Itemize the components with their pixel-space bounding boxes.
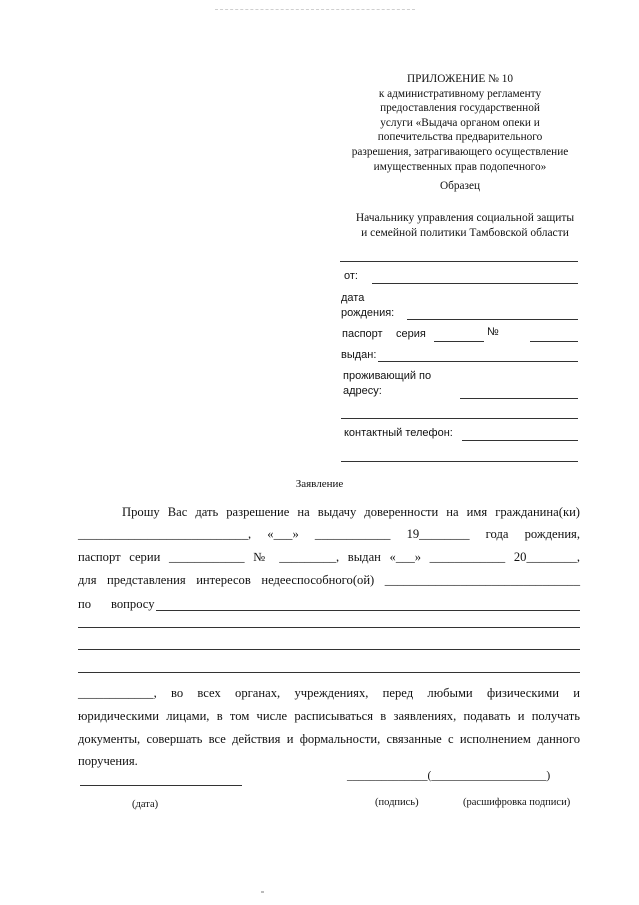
issued-field[interactable]	[378, 361, 578, 362]
statement-line-7: юридическими лицами, в том числе расписываться в заявлениях, подавать и получать	[78, 709, 580, 723]
appendix-number: ПРИЛОЖЕНИЕ № 10	[406, 73, 514, 85]
statement-title: Заявление	[295, 478, 344, 490]
statement-line-6: ____________, во всех органах, учреждениях, перед любыми физическими и	[78, 686, 580, 700]
addressee-name-line[interactable]	[340, 261, 578, 262]
blank-line-2[interactable]	[78, 649, 580, 650]
header-line-5: попечительства предварительного	[377, 131, 543, 144]
question-field[interactable]	[156, 610, 580, 611]
header-line-7: имущественных прав подопечного»	[373, 160, 547, 173]
issued-label: выдан:	[341, 349, 377, 361]
date-field[interactable]	[80, 785, 242, 786]
phone-field[interactable]	[462, 440, 578, 441]
phone-label: контактный телефон:	[344, 427, 453, 439]
blank-line-3[interactable]	[78, 672, 580, 673]
statement-line-5-po: по	[78, 597, 92, 611]
dob-field[interactable]	[407, 319, 578, 320]
addressee-line-1: Начальнику управления социальной защиты	[355, 212, 575, 224]
dob-label-2: рождения:	[341, 307, 395, 319]
blank-line-1[interactable]	[78, 627, 580, 628]
address-field-2[interactable]	[341, 418, 578, 419]
applicant-extra-line[interactable]	[341, 461, 578, 462]
statement-line-3: паспорт серии ____________ № _________, выдан «___» ____________ 20________,	[78, 550, 580, 564]
signature-decode-caption: (расшифровка подписи)	[463, 797, 571, 808]
statement-line-4: для представления интересов недееспособного(ой) _______________________________	[78, 573, 580, 587]
appendix-header	[300, 72, 620, 174]
residing-label-1: проживающий по	[343, 370, 432, 382]
number-field[interactable]	[530, 341, 578, 342]
signature-caption: (подпись)	[375, 797, 419, 808]
statement-line-5-question: вопросу	[111, 597, 155, 611]
sample-label: Образец	[439, 180, 481, 192]
statement-line-2: ___________________________, «___» ____________ 19________ года рождения,	[78, 527, 580, 541]
header-line-3: предоставления государственной	[380, 102, 540, 115]
header-line-2: к административному регламенту	[378, 87, 542, 100]
signature-field[interactable]: ______________(____________________)	[347, 770, 551, 782]
date-caption: (дата)	[132, 799, 159, 810]
series-field[interactable]	[434, 341, 484, 342]
series-label: серия	[396, 328, 426, 340]
scan-artifact	[215, 9, 415, 10]
address-field-1[interactable]	[460, 398, 578, 399]
addressee	[330, 211, 600, 241]
from-field[interactable]	[372, 283, 578, 284]
addressee-line-2: и семейной политики Тамбовской области	[361, 227, 569, 239]
header-line-4: услуги «Выдача органом опеки и	[380, 116, 540, 129]
statement-line-1: Прошу Вас дать разрешение на выдачу доверенности на имя гражданина(ки)	[122, 505, 580, 519]
residing-label-2: адресу:	[343, 385, 382, 397]
from-label: от:	[344, 270, 358, 282]
header-line-6: разрешения, затрагивающего осуществление	[351, 145, 569, 158]
statement-line-9: поручения.	[78, 754, 138, 768]
dob-label-1: дата	[341, 292, 365, 304]
passport-label: паспорт	[342, 328, 383, 340]
number-label: №	[487, 326, 499, 338]
statement-line-8: документы, совершать все действия и формальности, связанные с исполнением данного	[78, 732, 580, 746]
scan-speck	[261, 891, 264, 893]
